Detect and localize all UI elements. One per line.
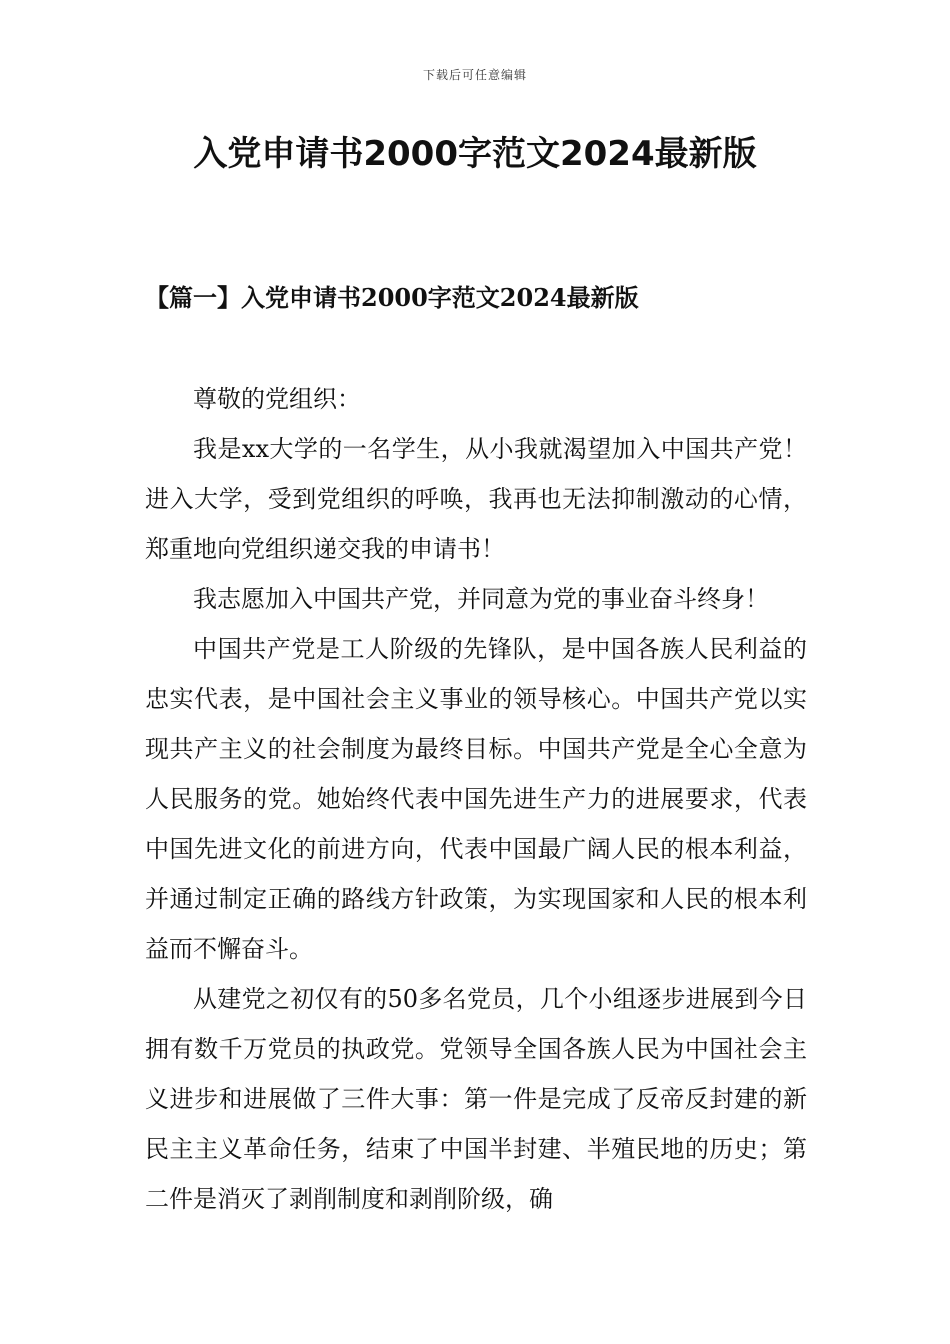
paragraph: 中国共产党是工人阶级的先锋队，是中国各族人民利益的忠实代表，是中国社会主义事业的领导核心。中国共产党以实现共产主义的社会制度为最终目标。中国共产党是全心全意为人民服务的党。她始终代表中国先进生产力的进展要求，代表中国先进文化的前进方向，代表中国最广阔人民的根本利益，并通过制定正确的路线方针政策，为实现国家和人民的根本利益而不懈奋斗。: [145, 635, 807, 963]
paragraph-salutation: 尊敬的党组织：: [193, 385, 361, 413]
document-body: [145, 374, 807, 1224]
paragraph: 从建党之初仅有的50多名党员，几个小组逐步进展到今日拥有数千万党员的执政党。党领导全国各族人民为中国社会主义进步和进展做了三件大事：第一件是完成了反帝反封建的新民主主义革命任务，结束了中国半封建、半殖民地的历史；第二件是消灭了剥削制度和剥削阶级，确: [145, 985, 807, 1213]
header-note: 下载后可任意编辑: [422, 68, 527, 82]
paragraph: 我是xx大学的一名学生，从小我就渴望加入中国共产党！进入大学，受到党组织的呼唤，我再也无法抑制激动的心情，郑重地向党组织递交我的申请书！: [145, 435, 807, 563]
section-heading: 【篇一】入党申请书2000字范文2024最新版: [145, 283, 639, 312]
paragraph: 我志愿加入中国共产党，并同意为党的事业奋斗终身！: [193, 585, 769, 613]
document-title: 入党申请书2000字范文2024最新版: [193, 134, 757, 174]
